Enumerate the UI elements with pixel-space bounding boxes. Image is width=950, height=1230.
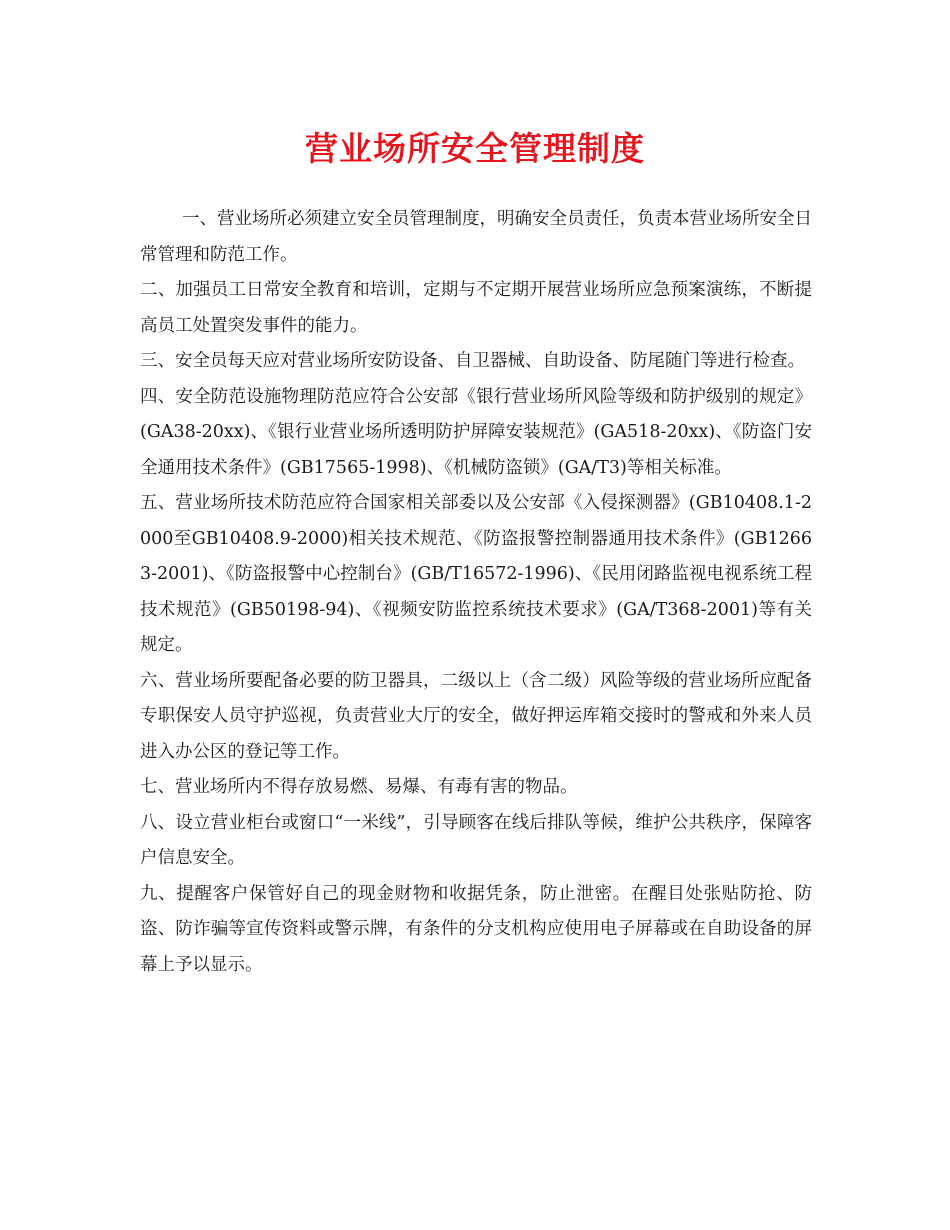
paragraph-5: 五、营业场所技术防范应符合国家相关部委以及公安部《入侵探测器》(GB10408.1-2000至GB10408.9-2000)相关技术规范、《防盗报警控制器通用技术条件》(GB12663-2001)、《防盗报警中心控制台》(GB/T16572-1996)、《民用闭路监视电视系统工程技术规范》(GB50198-94)、《视频安防监控系统技术要求》(GA/T368-2001)等有关规定。 bbox=[140, 493, 812, 655]
document-body bbox=[140, 202, 812, 983]
paragraph-6: 六、营业场所要配备必要的防卫器具，二级以上（含二级）风险等级的营业场所应配备专职保安人员守护巡视，负责营业大厅的安全，做好押运库箱交接时的警戒和外来人员进入办公区的登记等工作。 bbox=[140, 670, 812, 762]
paragraph-8: 八、设立营业柜台或窗口“一米线”，引导顾客在线后排队等候，维护公共秩序，保障客户信息安全。 bbox=[140, 812, 812, 868]
document-title: 营业场所安全管理制度 bbox=[305, 129, 645, 168]
paragraph-2: 二、加强员工日常安全教育和培训，定期与不定期开展营业场所应急预案演练，不断提高员工处置突发事件的能力。 bbox=[140, 280, 812, 336]
paragraph-1: 一、营业场所必须建立安全员管理制度，明确安全员责任，负责本营业场所安全日常管理和防范工作。 bbox=[140, 209, 812, 265]
paragraph-3: 三、安全员每天应对营业场所安防设备、自卫器械、自助设备、防尾随门等进行检查。 bbox=[140, 351, 805, 371]
paragraph-9: 九、提醒客户保管好自己的现金财物和收据凭条，防止泄密。在醒目处张贴防抢、防盗、防诈骗等宣传资料或警示牌，有条件的分支机构应使用电子屏幕或在自助设备的屏幕上予以显示。 bbox=[140, 883, 812, 975]
paragraph-4: 四、安全防范设施物理防范应符合公安部《银行营业场所风险等级和防护级别的规定》(GA38-20xx)、《银行业营业场所透明防护屏障安装规范》(GA518-20xx)、《防盗门安全通用技术条件》(GB17565-1998)、《机械防盗锁》(GA/T3)等相关标准。 bbox=[140, 386, 812, 478]
paragraph-7: 七、营业场所内不得存放易燃、易爆、有毒有害的物品。 bbox=[140, 777, 578, 797]
